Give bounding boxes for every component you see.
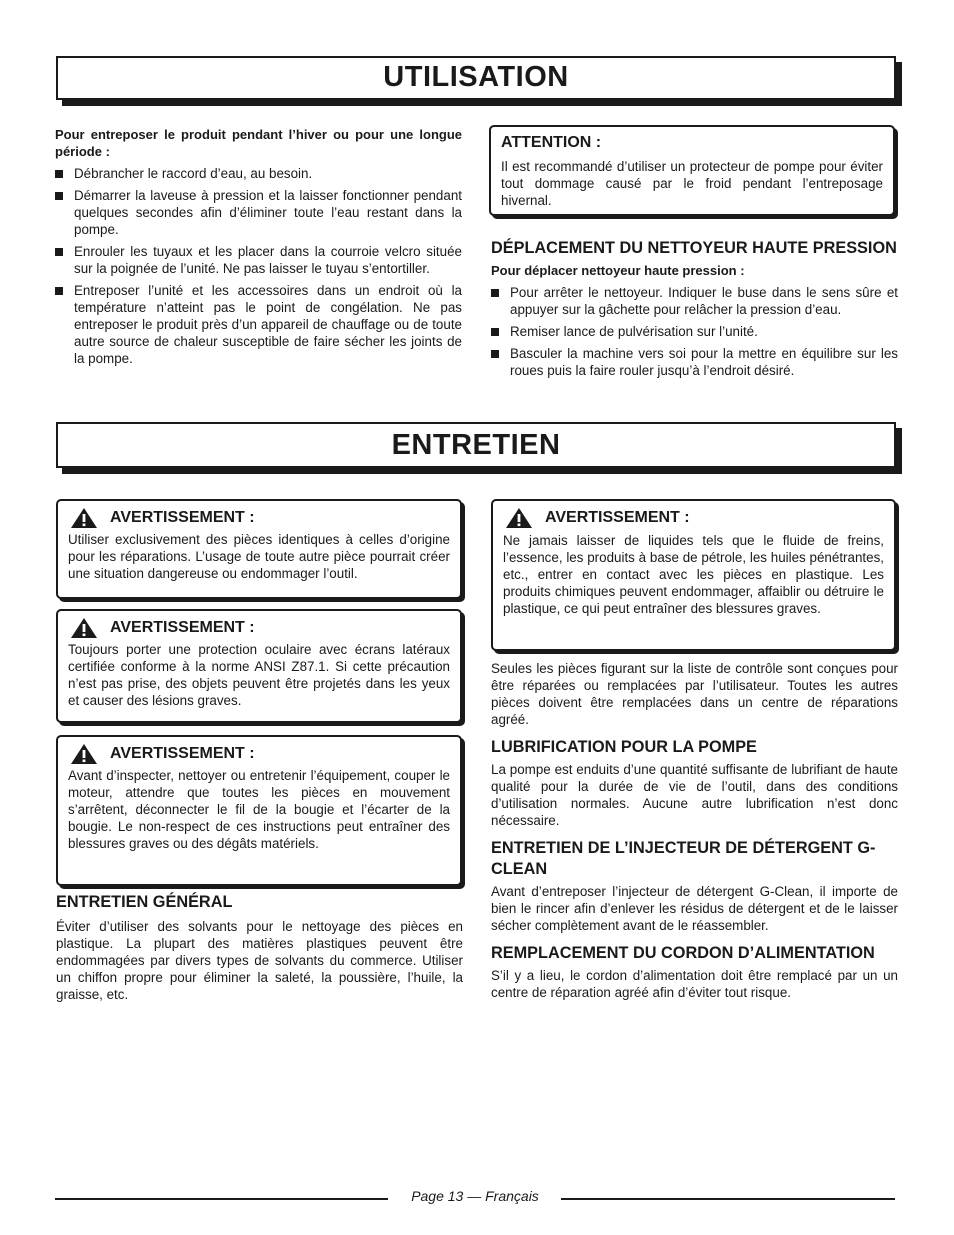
utilisation-banner bbox=[56, 56, 896, 100]
entretien-banner bbox=[56, 422, 896, 468]
lubrication-heading: LUBRIFICATION POUR LA POMPE bbox=[491, 738, 757, 756]
warning-box-inspection bbox=[56, 735, 462, 886]
injector-heading: ENTRETIEN DE L’INJECTEUR DE DÉTERGENT G-CLEAN bbox=[491, 839, 876, 878]
storage-intro: Pour entreposer le produit pendant l’hiver ou pour une longue période : bbox=[55, 127, 462, 159]
list-item: Remiser lance de pulvérisation sur l’unité. bbox=[491, 323, 898, 340]
warning-title: AVERTISSEMENT : bbox=[110, 509, 255, 526]
utilisation-title: UTILISATION bbox=[383, 61, 569, 93]
list-item: Entreposer l’unité et les accessoires dans un endroit où la température n’atteint pas le point de congélation. Ne pas entreposer le produit près d’un appareil de chauffage ou de toute autre source de chaleur susceptible de faire sécher les joints de la pompe. bbox=[55, 282, 462, 367]
warning-box-liquids bbox=[491, 499, 896, 651]
warning-body: Toujours porter une protection oculaire avec écrans latéraux certifiée conforme à la norme ANSI Z87.1. Si cette précaution n’est pas prise, des objets peuvent être projetés dans les yeux et causer des lésions graves. bbox=[68, 642, 450, 708]
list-item: Enrouler les tuyaux et les placer dans la courroie velcro située sur la poignée de l’unité. Ne pas laisser le tuyau s’entortiller. bbox=[55, 243, 462, 277]
warning-body: Avant d’inspecter, nettoyer ou entretenir l’équipement, couper le moteur, attendre que toutes les pièces en mouvement s’arrêtent, déconnecter le fil de la bougie et l’écarter de la bougie. Le non-respect de ces instructions peut entraîner des blessures graves ou des dégâts matériels. bbox=[68, 768, 450, 851]
warning-body: Ne jamais laisser de liquides tels que le fluide de freins, l’essence, les produits à base de pétrole, les huiles pénétrantes, etc., entrer en contact avec les pièces en plastique. Les produits chimiques peuvent endommager, affaiblir ou détruire le plastique, ce qui peut entraîner des blessures graves. bbox=[503, 533, 884, 616]
list-item: Débrancher le raccord d’eau, au besoin. bbox=[55, 165, 462, 182]
storage-list bbox=[55, 165, 462, 367]
storage-section bbox=[55, 126, 462, 372]
warning-triangle-icon bbox=[70, 617, 98, 639]
warning-box-eye-protection bbox=[56, 609, 462, 723]
general-body: Éviter d’utiliser des solvants pour le nettoyage des pièces en plastique. La plupart des matières plastiques peuvent être endommagées par divers types de solvants du commerce. Utiliser un chiffon propre pour éliminer la saleté, la poussière, l’huile, la graisse, etc. bbox=[56, 919, 463, 1002]
moving-section bbox=[491, 238, 898, 384]
warning-triangle-icon bbox=[70, 507, 98, 529]
attention-title: ATTENTION : bbox=[501, 134, 602, 151]
warning-box-parts bbox=[56, 499, 462, 599]
entretien-title: ENTRETIEN bbox=[391, 429, 561, 461]
cord-heading: REMPLACEMENT DU CORDON D’ALIMENTATION bbox=[491, 944, 875, 962]
general-section bbox=[56, 892, 463, 1003]
cord-body: S’il y a lieu, le cordon d’alimentation doit être remplacé par un un centre de réparation agréé afin d’éviter tout risque. bbox=[491, 968, 898, 1000]
warning-triangle-icon bbox=[505, 507, 533, 529]
moving-intro: Pour déplacer nettoyeur haute pression : bbox=[491, 263, 745, 278]
footer-rule-left bbox=[55, 1198, 388, 1200]
warning-title: AVERTISSEMENT : bbox=[110, 619, 255, 636]
warning-title: AVERTISSEMENT : bbox=[110, 745, 255, 762]
injector-body: Avant d’entreposer l’injecteur de détergent G-Clean, il importe de bien le rincer afin d’enlever les résidus de détergent et de le laisser sécher complètement avant de le réassembler. bbox=[491, 884, 898, 933]
list-item: Démarrer la laveuse à pression et la laisser fonctionner pendant quelques secondes afin d’éliminer toute l’eau restant dans la pompe. bbox=[55, 187, 462, 238]
lubrication-body: La pompe est enduits d’une quantité suffisante de lubrifiant de haute qualité pour la durée de vie de l’outil, dans des conditions d’utilisation normales. Aucune autre lubrification n’est donc nécessaire. bbox=[491, 762, 898, 828]
parts-note: Seules les pièces figurant sur la liste de contrôle sont conçues pour être réparées ou remplacées par l’utilisateur. Toutes les autres pièces doivent être remplacées dans un centre de réparations agréé. bbox=[491, 661, 898, 727]
moving-list bbox=[491, 284, 898, 379]
list-item: Basculer la machine vers soi pour la mettre en équilibre sur les roues puis la faire rouler jusqu’à l’endroit désiré. bbox=[491, 345, 898, 379]
warning-triangle-icon bbox=[70, 743, 98, 765]
warning-body: Utiliser exclusivement des pièces identiques à celles d’origine pour les réparations. L’usage de toute autre pièce pourrait créer une situation dangereuse ou endommager l’outil. bbox=[68, 532, 450, 581]
right-maintenance-section bbox=[491, 660, 898, 1001]
warning-title: AVERTISSEMENT : bbox=[545, 509, 690, 526]
general-heading: ENTRETIEN GÉNÉRAL bbox=[56, 893, 233, 911]
footer-rule-right bbox=[561, 1198, 895, 1200]
attention-body: Il est recommandé d’utiliser un protecteur de pompe pour éviter tout dommage causé par le froid pendant l’entreposage hivernal. bbox=[501, 159, 883, 208]
attention-box bbox=[489, 125, 895, 216]
list-item: Pour arrêter le nettoyeur. Indiquer le buse dans le sens sûre et appuyer sur la gâchette pour relâcher la pression d’eau. bbox=[491, 284, 898, 318]
page-footer: Page 13 — Français bbox=[411, 1188, 539, 1204]
moving-heading: DÉPLACEMENT DU NETTOYEUR HAUTE PRESSION bbox=[491, 239, 897, 257]
